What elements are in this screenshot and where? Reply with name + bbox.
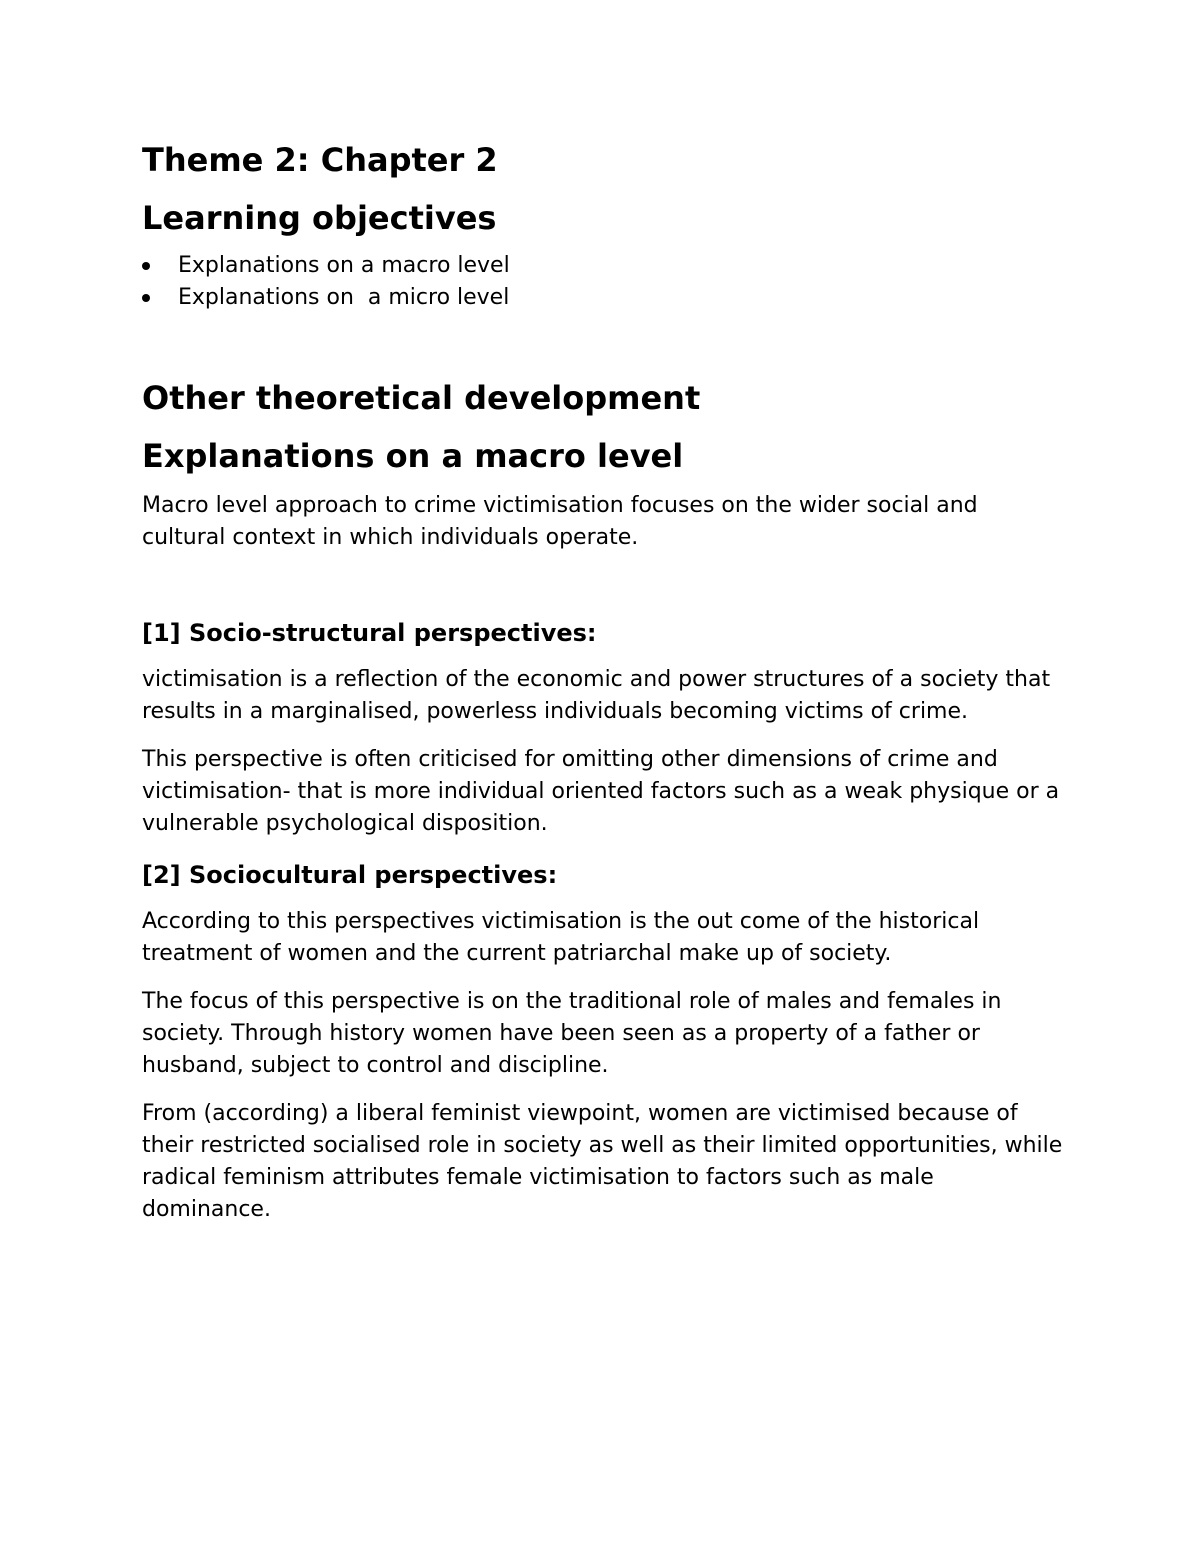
list-item — [142, 282, 1067, 314]
bullet-icon — [142, 262, 150, 270]
perspective2-paragraph: From (according) a liberal feminist viewpoint, women are victimised because of their restricted socialised role in society as well as their limited opportunities, while radical feminism attributes female victimisation to factors such as male dominance. — [142, 1101, 1063, 1222]
perspective1-paragraph: victimisation is a reflection of the economic and power structures of a society that results in a marginalised, powerless individuals becoming victims of crime. — [142, 667, 1051, 724]
perspective2-heading: [2] Sociocultural perspectives: — [142, 861, 558, 889]
objective-text: Explanations on a micro level — [178, 285, 510, 310]
subsection-heading: Explanations on a macro level — [142, 437, 684, 475]
perspective2-paragraph: The focus of this perspective is on the traditional role of males and females in society. Through history women have been seen as a property of a father or husband, subject to control and discipline. — [142, 989, 1002, 1078]
document-content — [142, 138, 1067, 1226]
perspective1-paragraph: This perspective is often criticised for omitting other dimensions of crime and victimisation- that is more individual oriented factors such as a weak physique or a vulnerable psychological disposition. — [142, 747, 1060, 836]
perspective1-heading: [1] Socio-structural perspectives: — [142, 619, 597, 647]
intro-paragraph: Macro level approach to crime victimisation focuses on the wider social and cultural context in which individuals operate. — [142, 493, 978, 550]
objectives-list — [142, 250, 1067, 314]
perspective2-paragraph: According to this perspectives victimisation is the out come of the historical treatment of women and the current patriarchal make up of society. — [142, 909, 980, 966]
list-item — [142, 250, 1067, 282]
objective-text: Explanations on a macro level — [178, 253, 510, 278]
document-title: Theme 2: Chapter 2 — [142, 141, 498, 179]
bullet-icon — [142, 294, 150, 302]
objectives-heading: Learning objectives — [142, 199, 497, 237]
section-heading: Other theoretical development — [142, 379, 701, 417]
